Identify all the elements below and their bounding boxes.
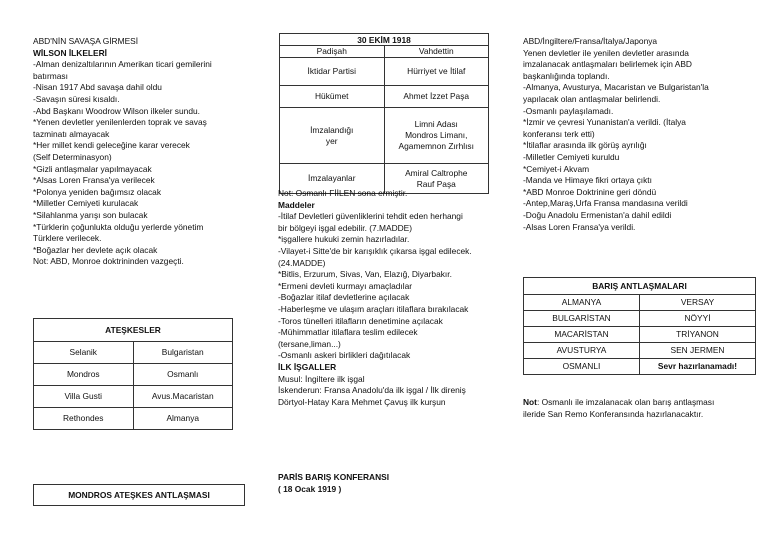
text-line: *Milletler Cemiyeti kurulacak — [33, 198, 139, 209]
table-row — [524, 311, 756, 327]
table-row — [524, 359, 756, 375]
text-line: -İtilaf Devletleri güvenliklerini tehdit eden herhangi — [278, 211, 463, 222]
table-cell: Sevr hazırlanamadı! — [640, 359, 756, 375]
table-cell: OSMANLI — [524, 359, 640, 375]
text-line: ABD/İngiltere/Fransa/İtalya/Japonya — [523, 36, 658, 46]
table-row — [524, 295, 756, 311]
table-cell: Bulgaristan — [133, 342, 233, 364]
text-line: Yenen devletler ile yenilen devletler arasında — [523, 47, 689, 58]
text-line: *Boğazlar her devlete açık olacak — [33, 244, 158, 255]
text-line: -Alman denizaltılarının Amerikan ticari gemilerini — [33, 59, 212, 70]
text-line: *Silahlanma yarışı son bulacak — [33, 209, 148, 220]
text-line: -Abd Başkanı Woodrow Wilson ilkeler sundu. — [33, 105, 200, 116]
table-cell: VERSAY — [640, 295, 756, 311]
table-cell: Ahmet İzzet Paşa — [384, 86, 489, 108]
text-line: -Toros tünelleri itilafların denetimine açılacak — [278, 315, 443, 326]
text-line: *İtilaflar arasında ilk görüş ayrılığı — [523, 140, 647, 151]
text-line: *Bitlis, Erzurum, Sivas, Van, Elazığ, Diyarbakır. — [278, 269, 452, 280]
table-row — [280, 86, 489, 108]
table-cell: BULGARİSTAN — [524, 311, 640, 327]
text-line: -Osmanlı paylaşılamadı. — [523, 105, 614, 116]
text-line: Dörtyol-Hatay Kara Mehmet Çavuş ilk kurşun — [278, 396, 446, 407]
table-cell: Osmanlı — [133, 364, 233, 386]
text-line: Musul: İngiltere ilk işgal — [278, 373, 365, 384]
paris-conference-section — [523, 36, 753, 233]
text-line: İLK İŞGALLER — [278, 361, 337, 372]
table-row — [524, 327, 756, 343]
text-line: -Boğazlar itilaf devletlerine açılacak — [278, 292, 410, 303]
text-line: -Haberleşme ve ulaşım araçları itilaflara bırakılacak — [278, 303, 469, 314]
table-row — [34, 408, 233, 430]
text-line: *Her millet kendi geleceğine karar verecek — [33, 140, 190, 151]
table-row — [34, 364, 233, 386]
table-cell: Rethondes — [34, 408, 134, 430]
table-cell: TRİYANON — [640, 327, 756, 343]
mondros-table-wrap — [279, 33, 489, 194]
text-line: İskenderun: Fransa Anadolu'da ilk işgal / İlk direniş — [278, 385, 466, 396]
peace-table-wrap — [523, 277, 756, 375]
text-line: -Almanya, Avusturya, Macaristan ve Bulgaristan'la — [523, 82, 709, 93]
peace-table — [523, 277, 756, 375]
peace-note-text: : Osmanlı ile imzalanacak olan barış antlaşması — [536, 397, 715, 407]
table-row — [524, 343, 756, 359]
column-left — [33, 36, 248, 268]
text-line: tazminatı almayacak — [33, 128, 110, 139]
table-cell: Villa Gusti — [34, 386, 134, 408]
text-line: -Alsas Loren Fransa'ya verildi. — [523, 221, 636, 232]
text-line: *Türklerin çoğunlukta olduğu yerlerde yönetim — [33, 221, 204, 232]
text-line: ABD'NİN SAVAŞA GİRMESİ — [33, 36, 139, 46]
text-line: -Milletler Cemiyeti kuruldu — [523, 151, 620, 162]
text-line: -Savaşın süresi kısaldı. — [33, 93, 120, 104]
table-cell: Selanik — [34, 342, 134, 364]
armistice-table — [33, 318, 233, 430]
table-cell: Almanya — [133, 408, 233, 430]
text-line: -Doğu Anadolu Ermenistan'a dahil edildi — [523, 209, 672, 220]
abd-wilson-section — [33, 36, 248, 268]
table-cell: SEN JERMEN — [640, 343, 756, 359]
text-line: başkanlığında toplandı. — [523, 70, 610, 81]
peace-note-2: ileride San Remo Konferansında hazırlanacaktır. — [523, 409, 704, 419]
text-line: yapılacak olan antlaşmalar belirlendi. — [523, 93, 661, 104]
text-line: bir bölgeyi işgal edebilir. (7.MADDE) — [278, 222, 413, 233]
armistice-table-wrap — [33, 318, 233, 430]
text-line: konferansı terk etti) — [523, 128, 595, 139]
table-row — [34, 386, 233, 408]
table-cell: NÖYYİ — [640, 311, 756, 327]
text-line: -Nisan 1917 Abd savaşa dahil oldu — [33, 82, 162, 93]
table-cell: Limni Adası Mondros Limanı, Agamemnon Zırhlısı — [384, 108, 489, 164]
text-line: *ABD Monroe Doktrinine geri döndü — [523, 186, 657, 197]
text-line: *Alsas Loren Fransa'ya verilecek — [33, 175, 155, 186]
table-cell: İmzalayanlar — [280, 164, 385, 194]
peace-note — [523, 397, 714, 409]
table-row — [280, 108, 489, 164]
text-line: (24.MADDE) — [278, 257, 326, 268]
text-line: *Gizli antlaşmalar yapılmayacak — [33, 163, 152, 174]
text-line: batırması — [33, 70, 68, 81]
text-line: (Self Determinasyon) — [33, 151, 112, 162]
peace-table-title: BARIŞ ANTLAŞMALARI — [524, 278, 756, 295]
table-cell: Hükümet — [280, 86, 385, 108]
table-row — [34, 342, 233, 364]
table-cell: AVUSTURYA — [524, 343, 640, 359]
text-line: *işgallere hukuki zemin hazırladılar. — [278, 234, 410, 245]
table-cell: Avus.Macaristan — [133, 386, 233, 408]
text-line: WİLSON İLKELERİ — [33, 47, 107, 58]
paris-date: ( 18 Ocak 1919 ) — [278, 484, 342, 494]
text-line: Not: Osmanlı FİİLEN sona ermiştir. — [278, 188, 408, 198]
mondros-table-title: 30 EKİM 1918 — [280, 34, 489, 46]
text-line: *İzmir ve çevresi Yunanistan'a verildi. (İtalya — [523, 117, 686, 128]
text-line: (tersane,liman...) — [278, 338, 341, 349]
armistice-title: ATEŞKESLER — [34, 319, 233, 342]
text-line: -Vilayet-i Sitte'de bir karışıklık çıkarsa işgal edilecek. — [278, 245, 472, 256]
text-line: -Antep,Maraş,Urfa Fransa mandasına verildi — [523, 198, 688, 209]
table-cell: Vahdettin — [384, 46, 489, 58]
text-line: Türklere verilecek. — [33, 233, 102, 244]
text-line: -Manda ve Himaye fikri ortaya çıktı — [523, 175, 652, 186]
mondros-articles — [278, 188, 498, 408]
column-middle — [278, 188, 498, 408]
text-line: *Cemiyet-i Akvam — [523, 163, 590, 174]
table-cell: İktidar Partisi — [280, 58, 385, 86]
text-line: imzalanacak antlaşmaları belirlemek için ABD — [523, 59, 692, 70]
text-line: Not: ABD, Monroe doktrininden vazgeçti. — [33, 256, 184, 267]
table-cell: Mondros — [34, 364, 134, 386]
table-row — [280, 46, 489, 58]
table-cell: İmzalandığı yer — [280, 108, 385, 164]
text-line: *Ermeni devleti kurmayı amaçladılar — [278, 280, 413, 291]
column-right — [523, 36, 753, 233]
table-cell: ALMANYA — [524, 295, 640, 311]
text-line: *Yenen devletler yenilenlerden toprak ve savaş — [33, 117, 207, 128]
paris-title: PARİS BARIŞ KONFERANSI — [278, 472, 390, 482]
text-line: -Mühimmatlar itilaflara teslim edilecek — [278, 327, 418, 338]
mondros-title-box: MONDROS ATEŞKES ANTLAŞMASI — [33, 484, 245, 506]
mondros-table — [279, 33, 489, 194]
table-cell: Padişah — [280, 46, 385, 58]
text-line: -Osmanlı askeri birlikleri dağıtılacak — [278, 350, 411, 361]
table-cell: MACARİSTAN — [524, 327, 640, 343]
table-row — [280, 58, 489, 86]
peace-note-label: Not — [523, 397, 537, 407]
table-cell: Hürriyet ve İtilaf — [384, 58, 489, 86]
text-line: *Polonya yeniden bağımsız olacak — [33, 186, 162, 197]
text-line: Maddeler — [278, 199, 315, 210]
table-cell: Amiral Caltrophe Rauf Paşa — [384, 164, 489, 194]
